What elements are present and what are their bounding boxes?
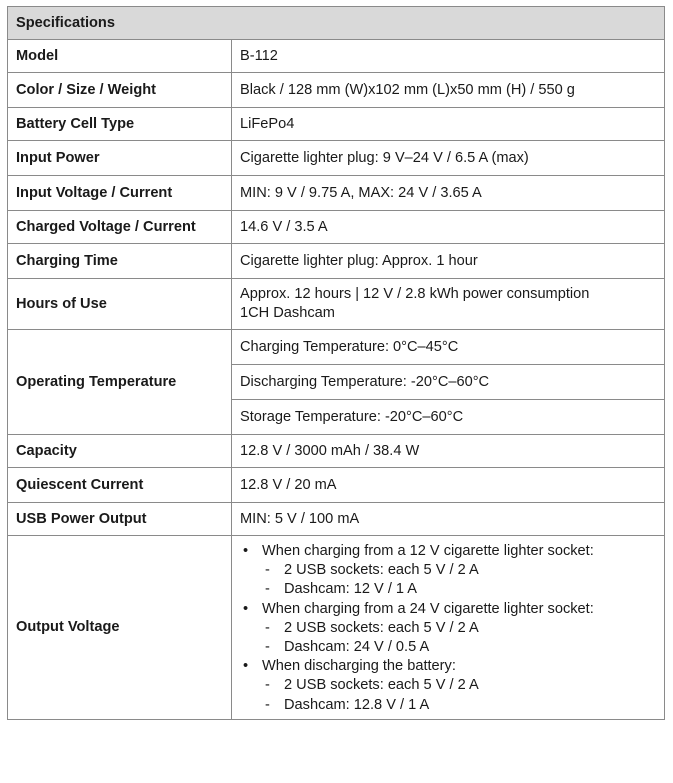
list-item [240,657,656,715]
table-row [8,330,665,365]
row-value-input-power: Cigarette lighter plug: 9 V–24 V / 6.5 A (max) [232,141,665,176]
hours-of-use-line-2: 1CH Dashcam [240,305,335,321]
row-value-charging-temperature: Charging Temperature: 0°C–45°C [232,330,665,365]
table-row [8,244,665,279]
row-value-color-size-weight: Black / 128 mm (W)x102 mm (L)x50 mm (H) / 550 g [232,73,665,108]
row-value-hours-of-use [232,279,665,330]
table-row [8,503,665,536]
row-label-output-voltage: Output Voltage [8,536,232,720]
row-label-quiescent-current: Quiescent Current [8,468,232,503]
list-item: - 2 USB sockets: each 5 V / 2 A [262,561,656,580]
list-item [240,600,656,658]
row-value-output-voltage [232,536,665,720]
list-item: - Dashcam: 12 V / 1 A [262,580,656,599]
row-value-storage-temperature: Storage Temperature: -20°C–60°C [232,400,665,435]
table-row [8,40,665,73]
table-row [8,141,665,176]
row-label-usb-power-output: USB Power Output [8,503,232,536]
row-value-model: B-112 [232,40,665,73]
table-row [8,108,665,141]
row-label-capacity: Capacity [8,435,232,468]
row-value-capacity: 12.8 V / 3000 mAh / 38.4 W [232,435,665,468]
table-row [8,176,665,211]
row-label-input-power: Input Power [8,141,232,176]
row-label-color-size-weight: Color / Size / Weight [8,73,232,108]
table-row [8,279,665,330]
row-value-charged-voltage-current: 14.6 V / 3.5 A [232,211,665,244]
row-value-quiescent-current: 12.8 V / 20 mA [232,468,665,503]
output-group-heading: When discharging the battery: [262,658,456,675]
row-value-discharging-temperature: Discharging Temperature: -20°C–60°C [232,365,665,400]
row-label-battery-cell-type: Battery Cell Type [8,108,232,141]
table-row [8,468,665,503]
row-value-usb-power-output: MIN: 5 V / 100 mA [232,503,665,536]
row-value-input-voltage-current: MIN: 9 V / 9.75 A, MAX: 24 V / 3.65 A [232,176,665,211]
table-row [8,211,665,244]
row-label-charging-time: Charging Time [8,244,232,279]
list-item: - Dashcam: 24 V / 0.5 A [262,638,656,657]
row-label-model: Model [8,40,232,73]
table-row [8,536,665,720]
output-voltage-list [240,536,656,719]
list-item [240,542,656,600]
row-value-battery-cell-type: LiFePo4 [232,108,665,141]
row-label-hours-of-use: Hours of Use [8,279,232,330]
list-item: - 2 USB sockets: each 5 V / 2 A [262,676,656,695]
row-label-operating-temperature: Operating Temperature [8,330,232,435]
output-sublist [262,561,656,599]
output-sublist [262,619,656,657]
row-label-charged-voltage-current: Charged Voltage / Current [8,211,232,244]
table-row [8,73,665,108]
hours-of-use-line-1: Approx. 12 hours | 12 V / 2.8 kWh power consumption [240,286,590,302]
specifications-table [7,6,665,720]
output-sublist [262,676,656,714]
table-row [8,435,665,468]
output-group-heading: When charging from a 24 V cigarette lighter socket: [262,600,594,617]
row-label-input-voltage-current: Input Voltage / Current [8,176,232,211]
row-value-charging-time: Cigarette lighter plug: Approx. 1 hour [232,244,665,279]
table-title: Specifications [8,7,665,40]
list-item: - 2 USB sockets: each 5 V / 2 A [262,619,656,638]
table-header-row [8,7,665,40]
list-item: - Dashcam: 12.8 V / 1 A [262,696,656,715]
output-group-heading: When charging from a 12 V cigarette lighter socket: [262,543,594,559]
